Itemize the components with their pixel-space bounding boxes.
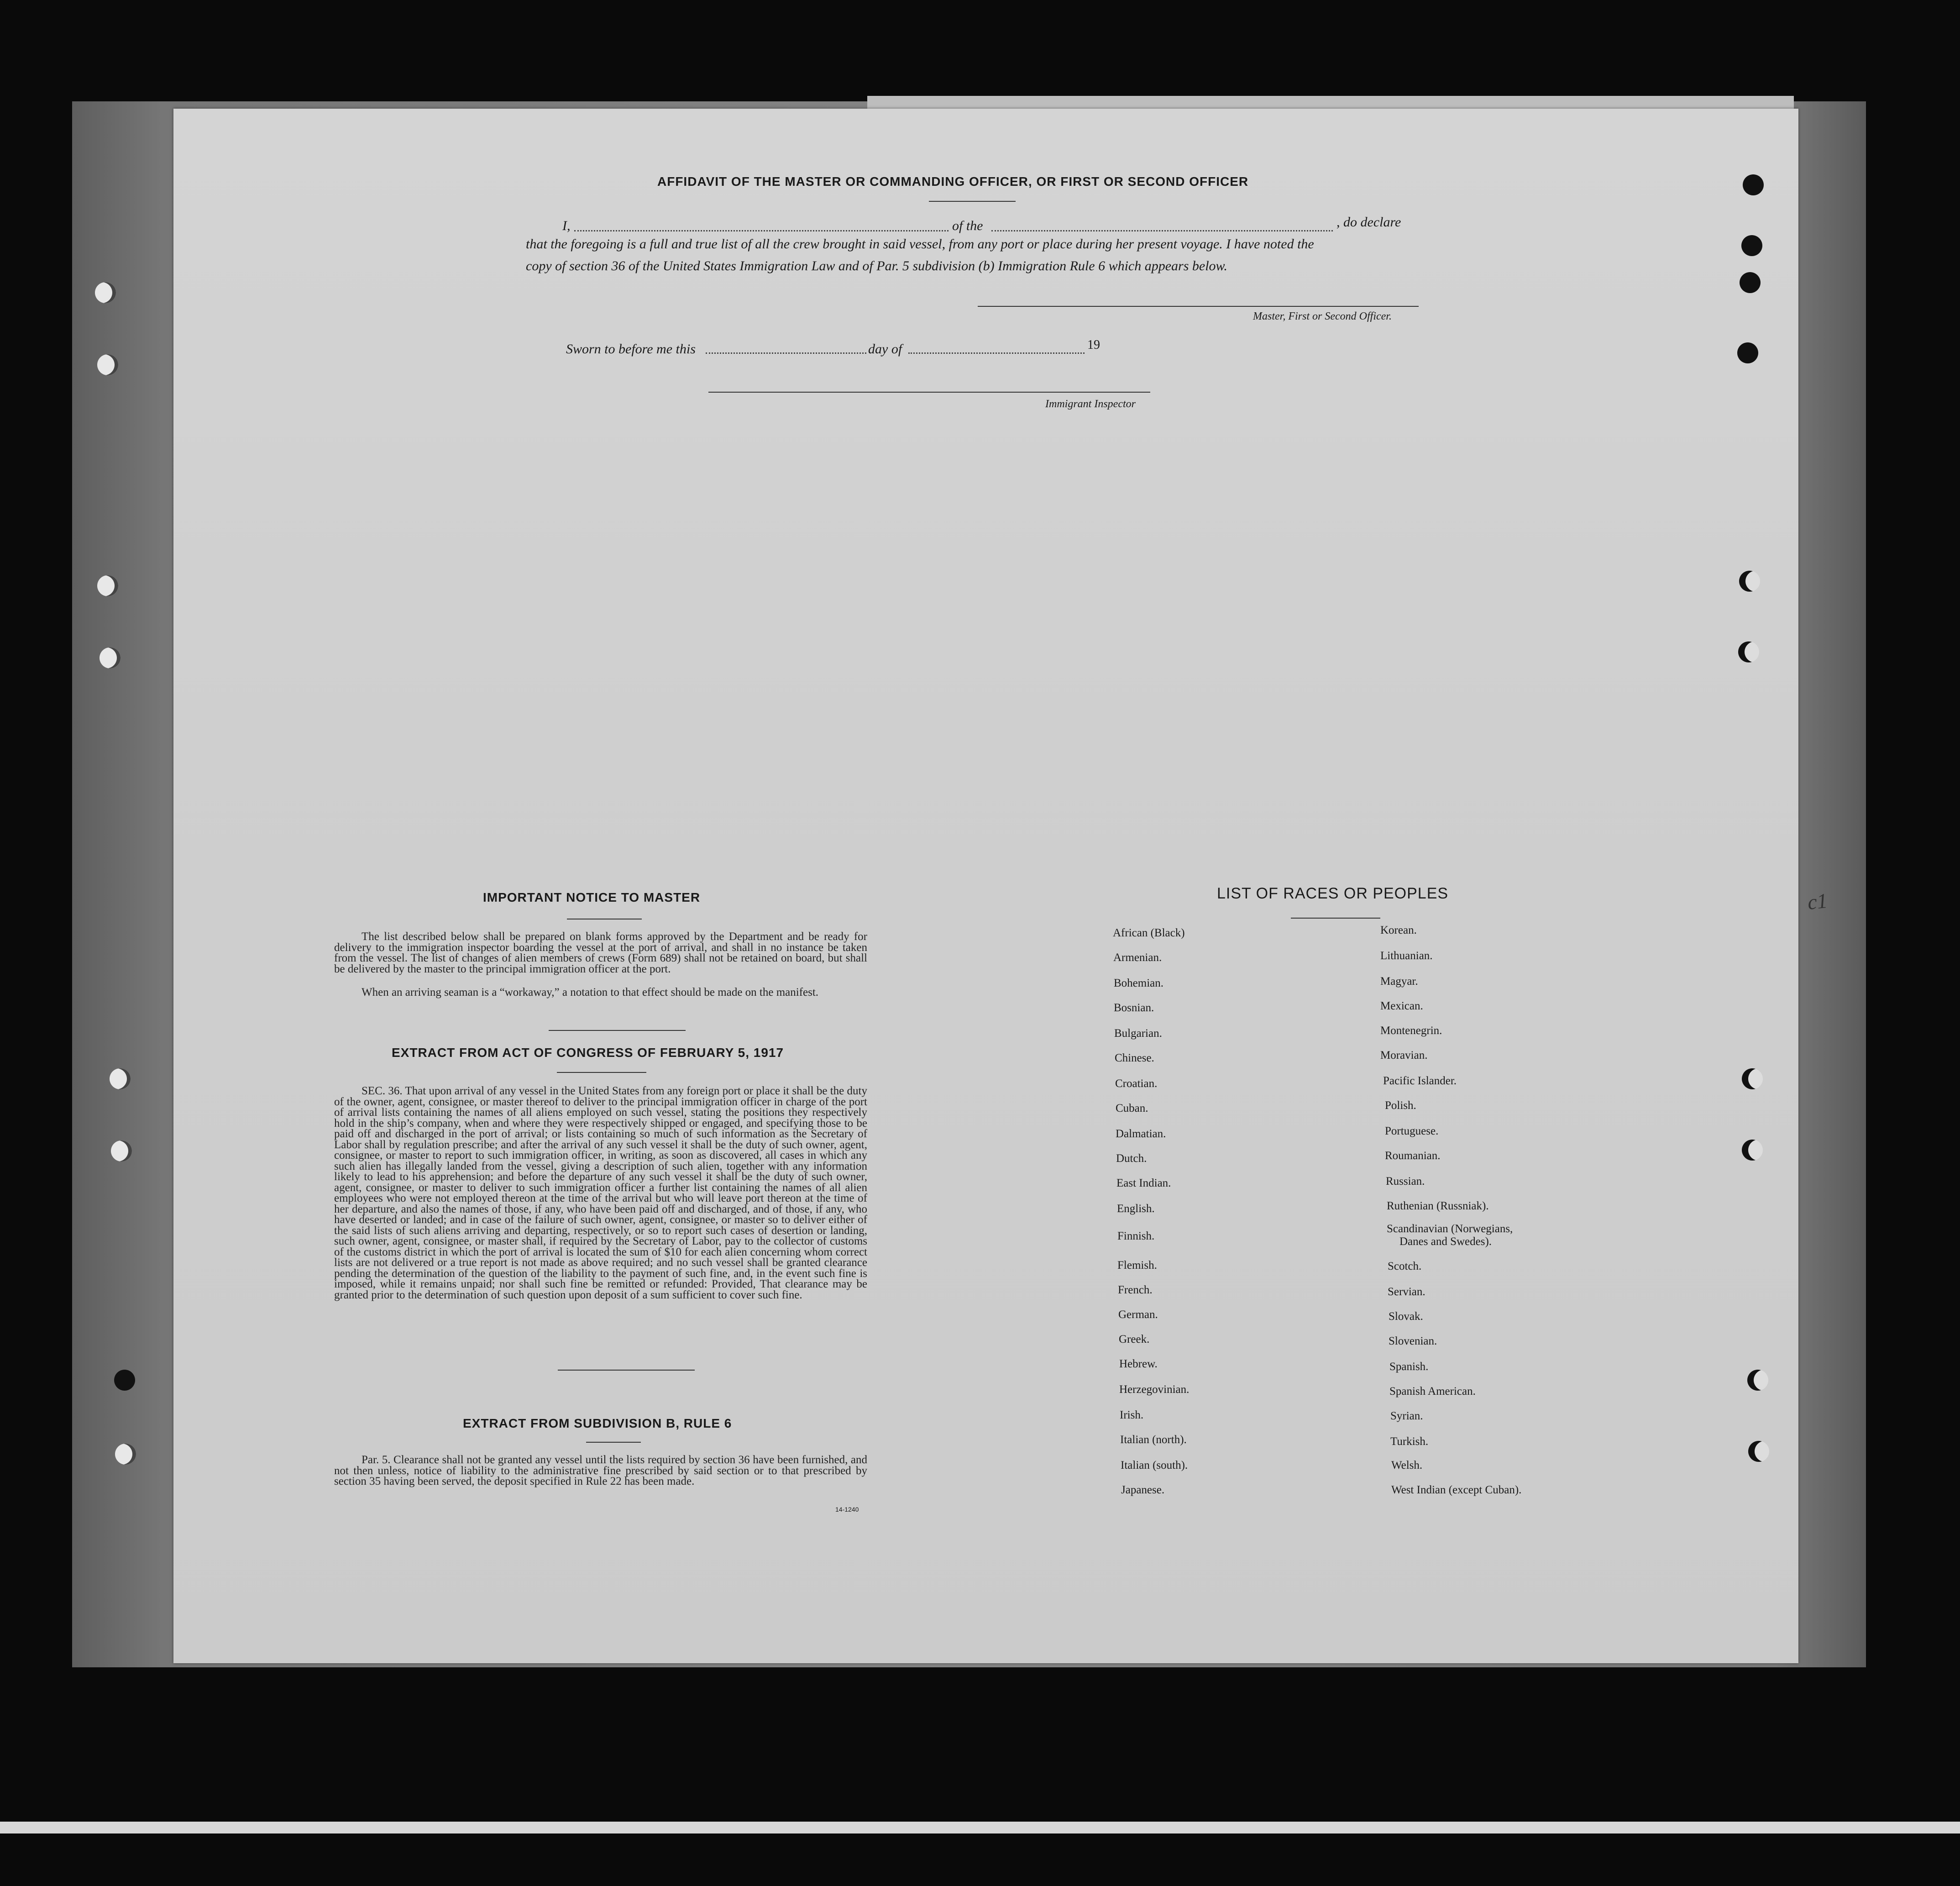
- race-item: Slovak.: [1389, 1310, 1423, 1323]
- vessel-name-blank[interactable]: [991, 230, 1333, 231]
- race-item: Lithuanian.: [1380, 950, 1433, 962]
- act-section-36: SEC. 36. That upon arrival of any vessel in the United States from any foreign port or place it shall be the duty of the owner, agent, consignee, or master thereof to deliver to the principal immigration officer in charge of the port of arrival lists containing the names of all aliens employed on such vessel, stating the positions they respectively hold in the ship’s company, when and where they were respectively shipped or engaged, and specifying those to be paid off and discharged in the port of arrival; or lists containing so much of such information as the Secretary of Labor shall by regulation prescribe; and after the arrival of any such vessel it shall be the duty of such owner, agent, consignee, or master to report to such immigration officer, in writing, as soon as discovered, all cases in which any such alien has illegally landed from the vessel, giving a description of such alien, together with any information likely to lead to his apprehension; and before the departure of any such vessel it shall be the duty of such owner, agent, consignee, or master to deliver to such immigration officer a further list containing the names of all alien employees who were not employed thereon at the time of the arrival but who will leave port thereon at the time of her departure, and also the names of those, if any, who have been paid off and discharged, and of those, if any, who have deserted or landed; and in case of the failure of such owner, agent, consignee, or master so to deliver either of the said lists of such aliens arriving and departing, respectively, or so to report such cases of desertion or landing, such owner, agent, consignee, or master shall, if required by the Secretary of Labor, pay to the collector of customs of the customs district in which the port of arrival is located the sum of $10 for each alien concerning whom correct lists are not delivered or a true report is not made as above required; and no such vessel shall be granted clearance pending the determination of the question of the liability to the payment of such fine, and, in the event such fine is imposed, while it remains unpaid; nor shall such fine be remitted or refunded: Provided, That clearance may be granted prior to the determination of such question upon deposit of a sum sufficient to cover such fine.: [334, 1085, 867, 1301]
- race-item: Portuguese.: [1385, 1125, 1439, 1137]
- affidavit-line-3: copy of section 36 of the United States Immigration Law and of Par. 5 subdivision (b) Immigration Rule 6 which appears below.: [526, 258, 1227, 273]
- divider: [549, 1030, 686, 1031]
- binder-hole: [1739, 571, 1760, 592]
- race-item: Scotch.: [1388, 1260, 1422, 1272]
- notice-paragraph-1: The list described below shall be prepared on blank forms approved by the Department and be ready for delivery to the immigration inspector boarding the vessel at the port of arrival, and shall in no instance be taken from the vessel. The list of changes of alien members of crews (Form 689) shall not be retained on board, but shall be delivered by the master to the principal immigration officer at the port.: [334, 930, 867, 975]
- binder-hole: [111, 1140, 132, 1161]
- sworn-day-blank[interactable]: [706, 352, 866, 354]
- divider: [557, 1072, 646, 1073]
- signer-label: Master, First or Second Officer.: [1253, 310, 1392, 322]
- binder-hole: [100, 647, 121, 668]
- binder-hole: [114, 1370, 135, 1391]
- race-item: Spanish.: [1389, 1361, 1429, 1373]
- race-item: Scandinavian (Norwegians,: [1387, 1223, 1513, 1235]
- binder-hole: [1747, 1370, 1768, 1391]
- signature-line[interactable]: [978, 306, 1419, 307]
- binder-hole: [1740, 272, 1761, 293]
- race-item: African (Black): [1113, 927, 1185, 939]
- race-item: Dalmatian.: [1116, 1128, 1166, 1140]
- divider: [1291, 918, 1380, 919]
- race-item: Armenian.: [1113, 951, 1162, 964]
- binder-hole: [1743, 174, 1764, 195]
- binder-hole: [1737, 342, 1758, 363]
- race-item: Herzegovinian.: [1119, 1383, 1190, 1396]
- race-item: Servian.: [1388, 1286, 1425, 1298]
- binder-hole: [1742, 1140, 1763, 1161]
- binder-hole: [1742, 1068, 1763, 1089]
- affidavit-of-the: of the: [952, 218, 983, 233]
- binder-hole: [97, 354, 118, 375]
- race-item: Spanish American.: [1389, 1385, 1476, 1397]
- affidavit-i: I,: [562, 218, 571, 233]
- race-item: Hebrew.: [1119, 1358, 1158, 1370]
- sworn-day-of: day of: [868, 341, 902, 357]
- sworn-month-blank[interactable]: [908, 352, 1085, 354]
- race-item: Bohemian.: [1114, 977, 1164, 989]
- divider: [586, 1442, 641, 1443]
- race-item: Magyar.: [1380, 975, 1418, 988]
- race-item: Bulgarian.: [1114, 1027, 1162, 1040]
- race-item: Slovenian.: [1389, 1335, 1437, 1347]
- race-item: Italian (north).: [1120, 1434, 1187, 1446]
- race-item: Roumanian.: [1385, 1150, 1441, 1162]
- rule6-title: EXTRACT FROM SUBDIVISION B, RULE 6: [463, 1416, 732, 1430]
- race-item: English.: [1117, 1203, 1155, 1215]
- act-title: EXTRACT FROM ACT OF CONGRESS OF FEBRUARY 5, 1917: [392, 1045, 784, 1060]
- race-item: Montenegrin.: [1380, 1024, 1442, 1037]
- race-item: Syrian.: [1390, 1410, 1423, 1422]
- race-item: Irish.: [1120, 1409, 1144, 1421]
- race-item: Pacific Islander.: [1383, 1075, 1457, 1087]
- affidavit-declare: , do declare: [1336, 215, 1401, 230]
- race-item: Dutch.: [1116, 1152, 1147, 1165]
- race-item: Bosnian.: [1114, 1002, 1154, 1014]
- affidavit-title: AFFIDAVIT OF THE MASTER OR COMMANDING OFFICER, OR FIRST OR SECOND OFFICER: [657, 174, 1249, 189]
- race-item: Greek.: [1119, 1333, 1150, 1345]
- race-item: Italian (south).: [1121, 1459, 1188, 1471]
- scan-edge-strip: [0, 1822, 1960, 1833]
- document-sheet: [173, 109, 1798, 1663]
- race-item: Japanese.: [1121, 1484, 1165, 1496]
- race-item: Ruthenian (Russniak).: [1387, 1200, 1489, 1212]
- master-name-blank[interactable]: [574, 230, 949, 231]
- sworn-prefix: Sworn to before me this: [566, 341, 696, 357]
- race-item: East Indian.: [1116, 1177, 1171, 1189]
- binder-hole: [1741, 235, 1762, 256]
- races-title: LIST OF RACES OR PEOPLES: [1217, 885, 1449, 902]
- race-item: Cuban.: [1116, 1102, 1148, 1114]
- divider: [558, 1370, 695, 1371]
- race-item: West Indian (except Cuban).: [1391, 1484, 1522, 1496]
- race-item: German.: [1118, 1308, 1158, 1321]
- form-number: 14-1240: [835, 1506, 859, 1513]
- sworn-year: 19: [1087, 338, 1100, 352]
- race-item: Croatian.: [1115, 1077, 1158, 1090]
- race-item: Moravian.: [1380, 1049, 1428, 1061]
- race-item: Danes and Swedes).: [1399, 1235, 1492, 1248]
- inspector-signature-line[interactable]: [708, 392, 1150, 393]
- binder-hole: [97, 575, 118, 596]
- affidavit-line-2: that the foregoing is a full and true list of all the crew brought in said vessel, from any port or place during her present voyage. I have noted the: [526, 236, 1314, 252]
- divider: [929, 201, 1016, 202]
- race-item: Welsh.: [1391, 1459, 1423, 1471]
- race-item: French.: [1118, 1284, 1153, 1296]
- race-item: Flemish.: [1117, 1259, 1157, 1271]
- race-item: Russian.: [1386, 1175, 1425, 1187]
- notice-title: IMPORTANT NOTICE TO MASTER: [483, 890, 701, 904]
- binder-hole: [1738, 641, 1759, 662]
- binder-hole: [110, 1068, 131, 1089]
- race-item: Polish.: [1385, 1099, 1416, 1112]
- binder-hole: [1748, 1441, 1769, 1462]
- race-item: Chinese.: [1115, 1052, 1154, 1064]
- inspector-label: Immigrant Inspector: [1045, 398, 1136, 410]
- notice-paragraph-2: When an arriving seaman is a “workaway,” a notation to that effect should be made on the manifest.: [362, 986, 819, 998]
- binder-hole: [115, 1444, 136, 1465]
- rule6-paragraph: Par. 5. Clearance shall not be granted any vessel until the lists required by section 36 have been furnished, and not then unless, notice of liability to the administrative fine prescribed by said section or to that prescribed by section 35 having been served, the deposit specified in Rule 22 has been made.: [334, 1454, 867, 1487]
- race-item: Mexican.: [1380, 1000, 1423, 1012]
- race-item: Korean.: [1380, 924, 1417, 936]
- race-item: Turkish.: [1390, 1435, 1429, 1448]
- margin-mark: c1: [1806, 888, 1829, 914]
- binder-hole: [95, 282, 116, 303]
- race-item: Finnish.: [1117, 1230, 1155, 1242]
